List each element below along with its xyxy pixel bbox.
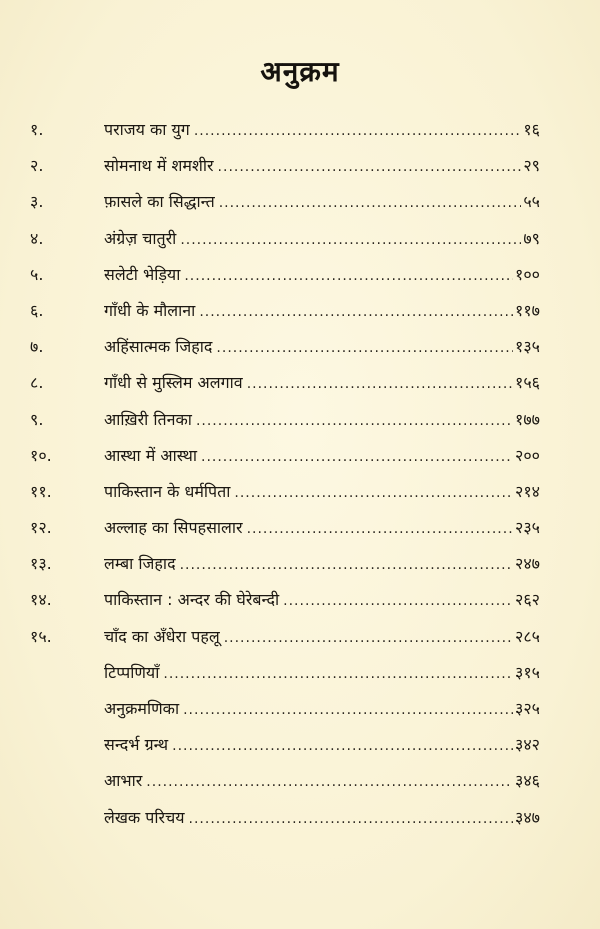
dot-leader [201,449,513,465]
dot-leader [234,485,513,501]
entry-number: १५. [30,626,52,646]
entry-line [104,733,540,755]
entry-title: आभार [104,771,143,791]
toc-entry [0,114,600,150]
dot-leader [199,304,513,320]
dot-leader [189,811,514,827]
toc-entry [0,584,600,620]
entry-page-number: १३५ [515,337,540,357]
entry-title: अंग्रेज़ चातुरी [104,228,177,248]
entry-page-number: ११७ [515,300,540,320]
entry-number: १३. [30,554,52,574]
entry-number: १४. [30,590,52,610]
toc-entry [0,223,600,259]
dot-leader [180,557,513,573]
toc-entry [0,295,600,331]
entry-line [104,588,540,610]
entry-page-number: २९ [523,156,540,176]
entry-title: अहिंसात्मक जिहाद [104,337,213,357]
dot-leader [183,702,513,718]
toc-entry [0,331,600,367]
dot-leader [180,232,521,248]
entry-number: ७. [30,337,44,357]
entry-page-number: १५६ [515,373,540,393]
dot-leader [247,521,513,537]
toc-entry [0,186,600,222]
entry-number: ९. [30,409,44,429]
entry-page-number: २८५ [515,626,540,646]
entry-page-number: १६ [523,120,540,139]
dot-leader [184,268,513,284]
entry-line [104,661,540,683]
entry-title: अल्लाह का सिपहसालार [104,518,243,538]
entry-title: टिप्पणियाँ [104,662,160,682]
entry-number: ३. [30,192,44,212]
entry-line [104,335,540,357]
entry-number: १. [30,120,44,139]
dot-leader [194,123,522,139]
entry-title: सलेटी भेड़िया [104,264,181,284]
entry-title: लेखक परिचय [104,807,185,827]
dot-leader [172,738,513,754]
entry-page-number: १०० [515,264,540,284]
entry-line [104,806,540,828]
entry-title: सन्दर्भ ग्रन्थ [104,735,169,755]
toc-entry [0,404,600,440]
entry-title: लम्बा जिहाद [104,554,176,574]
entry-line [104,408,540,430]
entry-line [104,371,540,393]
entry-page-number: २१४ [515,481,540,501]
table-of-contents [0,114,600,838]
entry-line [104,190,540,212]
dot-leader [283,593,513,609]
entry-title: पराजय का युग [104,120,190,139]
toc-entry [0,657,600,693]
entry-page-number: ३४२ [515,735,540,755]
entry-page-number: १७७ [515,409,540,429]
entry-line [104,480,540,502]
entry-number: ११. [30,481,52,501]
entry-number: २. [30,156,44,176]
entry-number: ४. [30,228,44,248]
entry-title: गाँधी के मौलाना [104,300,196,320]
entry-line [104,299,540,321]
entry-title: सोमनाथ में शमशीर [104,156,214,176]
toc-entry [0,476,600,512]
entry-page-number: ३४६ [515,771,540,791]
entry-page-number: २०० [515,445,540,465]
dot-leader [196,413,513,429]
entry-title: फ़ासले का सिद्धान्त [104,192,215,212]
toc-entry [0,802,600,838]
dot-leader [218,159,522,175]
toc-heading: अनुक्रम [260,55,340,88]
toc-entry [0,729,600,765]
entry-line [104,263,540,285]
entry-page-number: ३२५ [515,699,540,718]
entry-number: १०. [30,445,52,465]
entry-line [104,227,540,249]
entry-line [104,444,540,466]
entry-title: आस्था में आस्था [104,445,197,465]
toc-entry [0,621,600,657]
entry-page-number: ३४७ [515,807,540,827]
entry-line [104,552,540,574]
entry-number: ५. [30,264,44,284]
entry-page-number: २६२ [515,590,540,610]
entry-page-number: ३१५ [515,662,540,682]
toc-entry [0,367,600,403]
entry-number: ६. [30,300,44,320]
entry-line [104,697,540,719]
dot-leader [146,774,513,790]
entry-title: गाँधी से मुस्लिम अलगाव [104,373,243,393]
entry-number: ८. [30,373,44,393]
entry-line [104,769,540,791]
entry-title: चाँद का अँधेरा पहलू [104,626,220,646]
toc-entry [0,440,600,476]
toc-entry [0,765,600,801]
toc-entry [0,150,600,186]
dot-leader [163,666,513,682]
entry-title: आख़िरी तिनका [104,409,192,429]
toc-entry [0,512,600,548]
entry-title: पाकिस्तान के धर्मपिता [104,481,231,501]
entry-title: पाकिस्तान : अन्दर की घेरेबन्दी [104,590,280,610]
entry-line [104,118,540,140]
toc-entry [0,693,600,729]
entry-page-number: ७९ [523,228,540,248]
dot-leader [224,630,513,646]
entry-page-number: ५५ [523,192,540,212]
dot-leader [219,195,522,211]
toc-entry [0,548,600,584]
entry-page-number: २४७ [515,554,540,574]
entry-line [104,154,540,176]
entry-line [104,516,540,538]
entry-number: १२. [30,518,52,538]
toc-entry [0,259,600,295]
entry-page-number: २३५ [515,518,540,538]
entry-title: अनुक्रमणिका [104,699,180,718]
entry-line [104,625,540,647]
dot-leader [216,340,513,356]
dot-leader [247,376,513,392]
